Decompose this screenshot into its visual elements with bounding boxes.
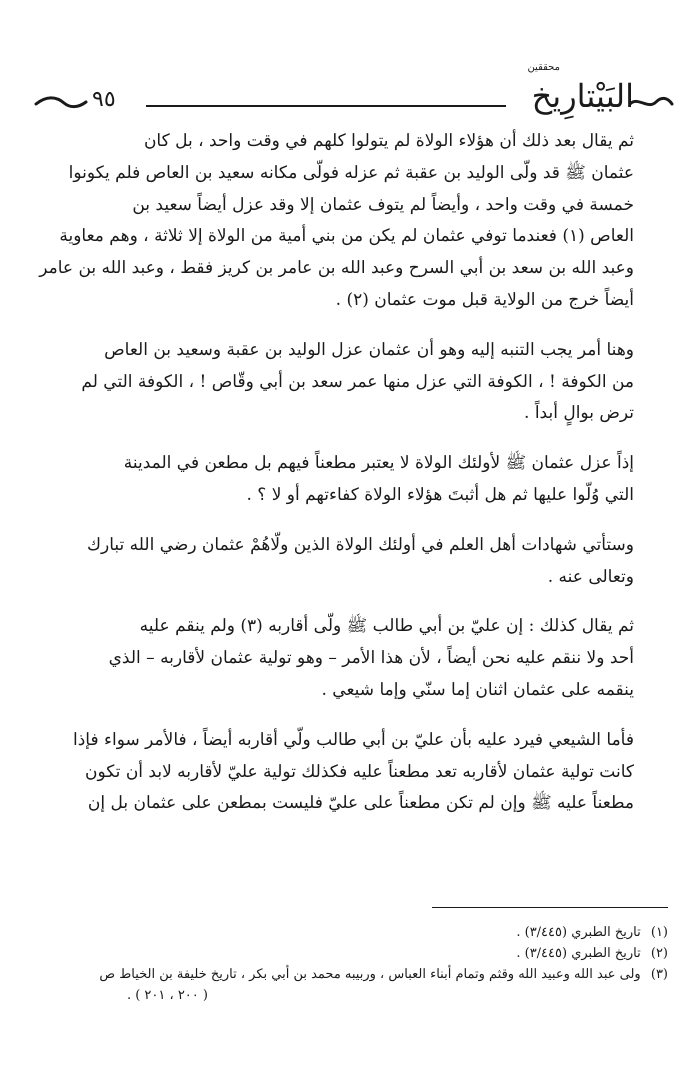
paragraph [28,725,668,820]
text-line: مطعناً عليه ﷺ وإن لم تكن مطعناً على عليّ فليست بمطعن على عثمان بل إن [87,793,634,814]
text-line: أحد ولا ننقم عليه نحن أيضاً ، لأن هذا الأمر – وهو تولية عثمان لأقاربه – الذي [108,648,634,669]
page-number: ٩٥ [92,87,116,112]
text-line: وستأتي شهادات أهل العلم في أولئك الولاة الذين ولّاهُمْ عثمان رضي الله تبارك [87,534,634,555]
text-line: العاص (١) فعندما توفي عثمان لم يكن من بني أمية من الولاة إلا ثلاثة ، وهم معاوية [59,226,634,247]
header-swash-left-ornament [34,94,88,112]
header-rule [146,105,506,107]
text-line: ثم يقال كذلك : إن عليّ بن أبي طالب ﷺ ولّى أقاربه (٣) ولم ينقم عليه [139,616,634,637]
footnote-text: تاريخ الطبري (٣/٤٤٥) . [516,946,641,961]
text-line: ثم يقال بعد ذلك أن هؤلاء الولاة لم يتولوا كلهم في وقت واحد ، بل كان [143,131,634,151]
text-line: أيضاً خرج من الولاية قبل موت عثمان (٢) . [335,289,634,310]
body-text [28,126,668,820]
footnote [30,964,668,985]
footnotes [30,922,668,1006]
paragraph [28,126,668,317]
paragraph [28,335,668,430]
footnote-continuation: ( ٢٠٠ ، ٢٠١ ) . [126,988,208,1003]
footnote-text: ولى عبد الله وعبيد الله وقثم وتمام أبناء العباس ، وربيبه محمد بن أبي بكر ، تاريخ خليفة بن الخياط ص [99,967,641,982]
text-line: وتعالى عنه . [547,566,634,587]
paragraph [28,448,668,512]
header-swash-right-ornament [628,92,674,114]
text-line: عثمان ﷺ قد ولّى الوليد بن عقبة ثم عزله فولّى مكانه سعيد بن العاص فلم يكونوا [68,162,634,183]
text-line: فأما الشيعي فيرد عليه بأن عليّ بن أبي طالب ولّي أقاربه أيضاً ، فالأمر سواء فإذا [73,729,634,750]
footnote [30,943,668,964]
header-subtitle: محققين [527,62,560,73]
text-line: خمسة في وقت واحد ، وأيضاً لم يتوف عثمان إلا وقد عزل أيضاً سعيد بن [132,194,634,215]
text-line: وهنا أمر يجب التنبه إليه وهو أن عثمان عزل الوليد بن عقبة وسعيد بن العاص [104,339,634,360]
footnote-number: (١) [650,925,668,940]
text-line: ترض بوالٍ أبداً . [524,403,634,424]
footnote-number: (٣) [650,967,668,982]
text-line: من الكوفة ! ، الكوفة التي عزل منها عمر سعد بن أبي وقّاص ! ، الكوفة التي لم [81,371,634,392]
footnote-text: تاريخ الطبري (٣/٤٤٥) . [516,925,641,940]
text-line: كانت تولية عثمان لأقاربه تعد مطعناً عليه فكذلك تولية عليّ لأقاربه لابد أن تكون [85,761,634,782]
footnote-separator [432,907,668,908]
running-header [34,58,674,118]
header-title-calligraphy: البَيْتارِيخ [531,77,634,115]
text-line: وعبد الله بن سعد بن أبي السرح وعبد الله بن عامر بن كريز فقط ، وعبد الله بن عامر [39,258,634,279]
footnote-number: (٢) [650,946,668,961]
paragraph [28,611,668,706]
paragraph [28,530,668,594]
text-line: التي وُلّوا عليها ثم هل أثبتَ هؤلاء الولاة كفاءتهم أو لا ؟ . [246,484,634,505]
footnote [30,922,668,943]
text-line: ينقمه على عثمان اثنان إما سنّي وإما شيعي . [321,679,634,700]
text-line: إذاً عزل عثمان ﷺ لأولئك الولاة لا يعتبر مطعناً فيهم بل مطعن في المدينة [123,453,634,474]
